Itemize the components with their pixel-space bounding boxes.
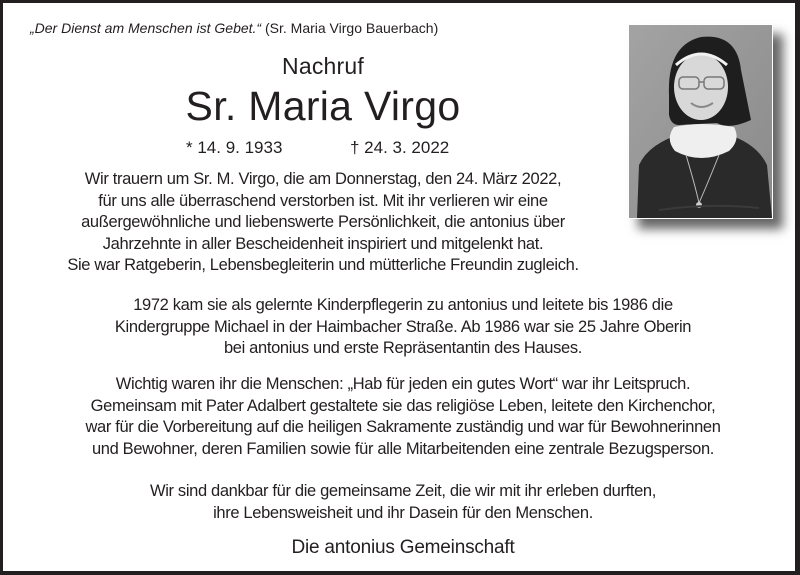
text-line: Jahrzehnte in aller Bescheidenheit inspiriert und mitgelenkt hat. [102,234,544,253]
birth-date: * 14. 9. 1933 [186,138,283,157]
signature: Die antonius Gemeinschaft [291,537,515,558]
portrait-illustration [629,25,772,218]
text-line: für uns alle überraschend verstorben ist. Mit ihr verlieren wir eine [98,191,548,210]
text-line: Wir sind dankbar für die gemeinsame Zeit, die wir mit ihr erleben durften, [150,482,656,500]
paragraph-legacy [13,374,793,460]
text-line: und Bewohner, deren Familien sowie für alle Mitarbeitenden eine zentrale Bezugsperson. [91,439,715,458]
paragraph-mourning [17,169,629,277]
text-line: war für die Vorbereitung auf die heiligen Sakramente zuständig und war für Bewohnerinnen [85,418,721,436]
death-date: † 24. 3. 2022 [350,138,450,157]
text-line: Gemeinsam mit Pater Adalbert gestaltete sie das religiöse Leben, leitete den Kirchenchor, [90,396,716,415]
text-line: Wichtig waren ihr die Menschen: „Hab für jeden ein gutes Wort“ war ihr Leitspruch. [115,375,691,393]
text-line: 1972 kam sie als gelernte Kinderpflegerin zu antonius und leitete bis 1986 die [133,296,673,314]
deceased-name: Sr. Maria Virgo [185,83,461,129]
text-line: außergewöhnliche und liebenswerte Persönlichkeit, die antonius über [81,213,565,231]
text-line: Kindergruppe Michael in der Haimbacher Straße. Ab 1986 war sie 25 Jahre Oberin [114,317,692,336]
text-line: ihre Lebensweisheit und ihr Dasein für den Menschen. [213,503,593,522]
portrait-photo [628,24,773,219]
text-line: bei antonius und erste Repräsentantin des Hauses. [223,339,582,357]
text-line: Wir trauern um Sr. M. Virgo, die am Donnerstag, den 24. März 2022, [84,170,562,188]
life-dates [3,138,643,160]
obituary-label: Nachruf [282,53,364,79]
paragraph-gratitude [23,481,783,524]
paragraph-biography [23,295,783,360]
motto-attribution: (Sr. Maria Virgo Bauerbach) [264,20,439,36]
text-line: Sie war Ratgeberin, Lebensbegleiterin und mütterliche Freundin zugleich. [67,256,579,274]
motto [30,20,590,36]
motto-quote: „Der Dienst am Menschen ist Gebet.“ [30,20,262,36]
